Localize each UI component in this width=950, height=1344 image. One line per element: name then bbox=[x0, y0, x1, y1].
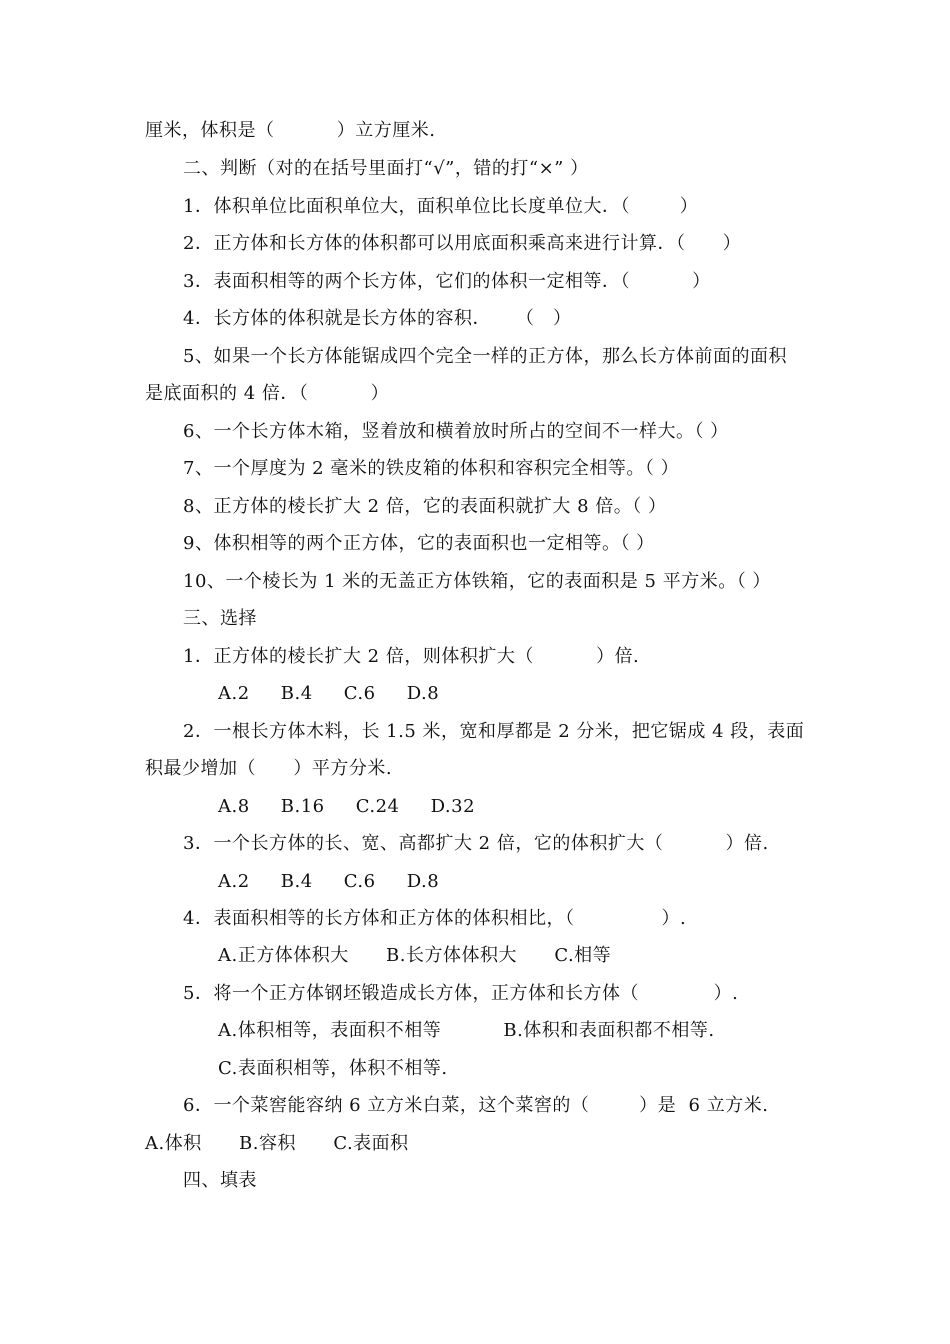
judgement-item-10: 10、一个棱长为 1 米的无盖正方体铁箱，它的表面积是 5 平方米。（ ） bbox=[183, 571, 771, 592]
choice-question-1: 1．正方体的棱长扩大 2 倍，则体积扩大（ ）倍. bbox=[183, 646, 640, 667]
section-heading-judgement: 二、判断（对的在括号里面打“√”，错的打“×” ） bbox=[183, 158, 589, 179]
judgement-item-1: 1．体积单位比面积单位大，面积单位比长度单位大．（ ） bbox=[183, 196, 699, 217]
choice-question-5: 5．将一个正方体钢坯锻造成长方体，正方体和长方体（ ）. bbox=[183, 983, 739, 1004]
judgement-item-5-continued: 是底面积的 4 倍．（ ） bbox=[145, 383, 390, 404]
choice-options-5-ab: A.体积相等，表面积不相等 B.体积和表面积都不相等. bbox=[218, 1020, 715, 1041]
judgement-item-8: 8、正方体的棱长扩大 2 倍，它的表面积就扩大 8 倍。（ ） bbox=[183, 496, 667, 517]
choice-options-4: A.正方体体积大 B.长方体体积大 C.相等 bbox=[218, 945, 612, 966]
judgement-item-9: 9、体积相等的两个正方体，它的表面积也一定相等。（ ） bbox=[183, 533, 655, 554]
judgement-item-7: 7、一个厚度为 2 毫米的铁皮箱的体积和容积完全相等。（ ） bbox=[183, 458, 680, 479]
judgement-item-4: 4．长方体的体积就是长方体的容积． （ ） bbox=[183, 308, 572, 329]
choice-options-3: A.2 B.4 C.6 D.8 bbox=[218, 871, 440, 892]
choice-options-5-c: C.表面积相等，体积不相等. bbox=[218, 1058, 448, 1079]
choice-options-1: A.2 B.4 C.6 D.8 bbox=[218, 683, 440, 704]
choice-question-2-continued: 积最少增加（ ）平方分米. bbox=[145, 758, 393, 779]
section-heading-fill-table: 四、填表 bbox=[183, 1170, 257, 1191]
section-heading-choice: 三、选择 bbox=[183, 608, 257, 629]
judgement-item-3: 3．表面积相等的两个长方体，它们的体积一定相等．（ ） bbox=[183, 271, 711, 292]
judgement-item-2: 2．正方体和长方体的体积都可以用底面积乘高来进行计算．（ ） bbox=[183, 233, 742, 254]
judgement-item-5: 5、如果一个长方体能锯成四个完全一样的正方体，那么长方体前面的面积 bbox=[183, 346, 787, 367]
fill-blank-volume-line: 厘米，体积是（ ）立方厘米. bbox=[145, 120, 436, 141]
choice-question-6: 6．一个菜窖能容纳 6 立方米白菜，这个菜窖的（ ）是 6 立方米. bbox=[183, 1095, 769, 1116]
judgement-item-6: 6、一个长方体木箱，竖着放和横着放时所占的空间不一样大。（ ） bbox=[183, 421, 729, 442]
choice-question-3: 3．一个长方体的长、宽、高都扩大 2 倍，它的体积扩大（ ）倍. bbox=[183, 833, 769, 854]
choice-question-2: 2．一根长方体木料，长 1.5 米，宽和厚都是 2 分米，把它锯成 4 段，表面 bbox=[183, 721, 805, 742]
choice-options-2: A.8 B.16 C.24 D.32 bbox=[218, 796, 476, 817]
choice-options-6: A.体积 B.容积 C.表面积 bbox=[145, 1133, 409, 1154]
choice-question-4: 4．表面积相等的长方体和正方体的体积相比，（ ）. bbox=[183, 908, 687, 929]
